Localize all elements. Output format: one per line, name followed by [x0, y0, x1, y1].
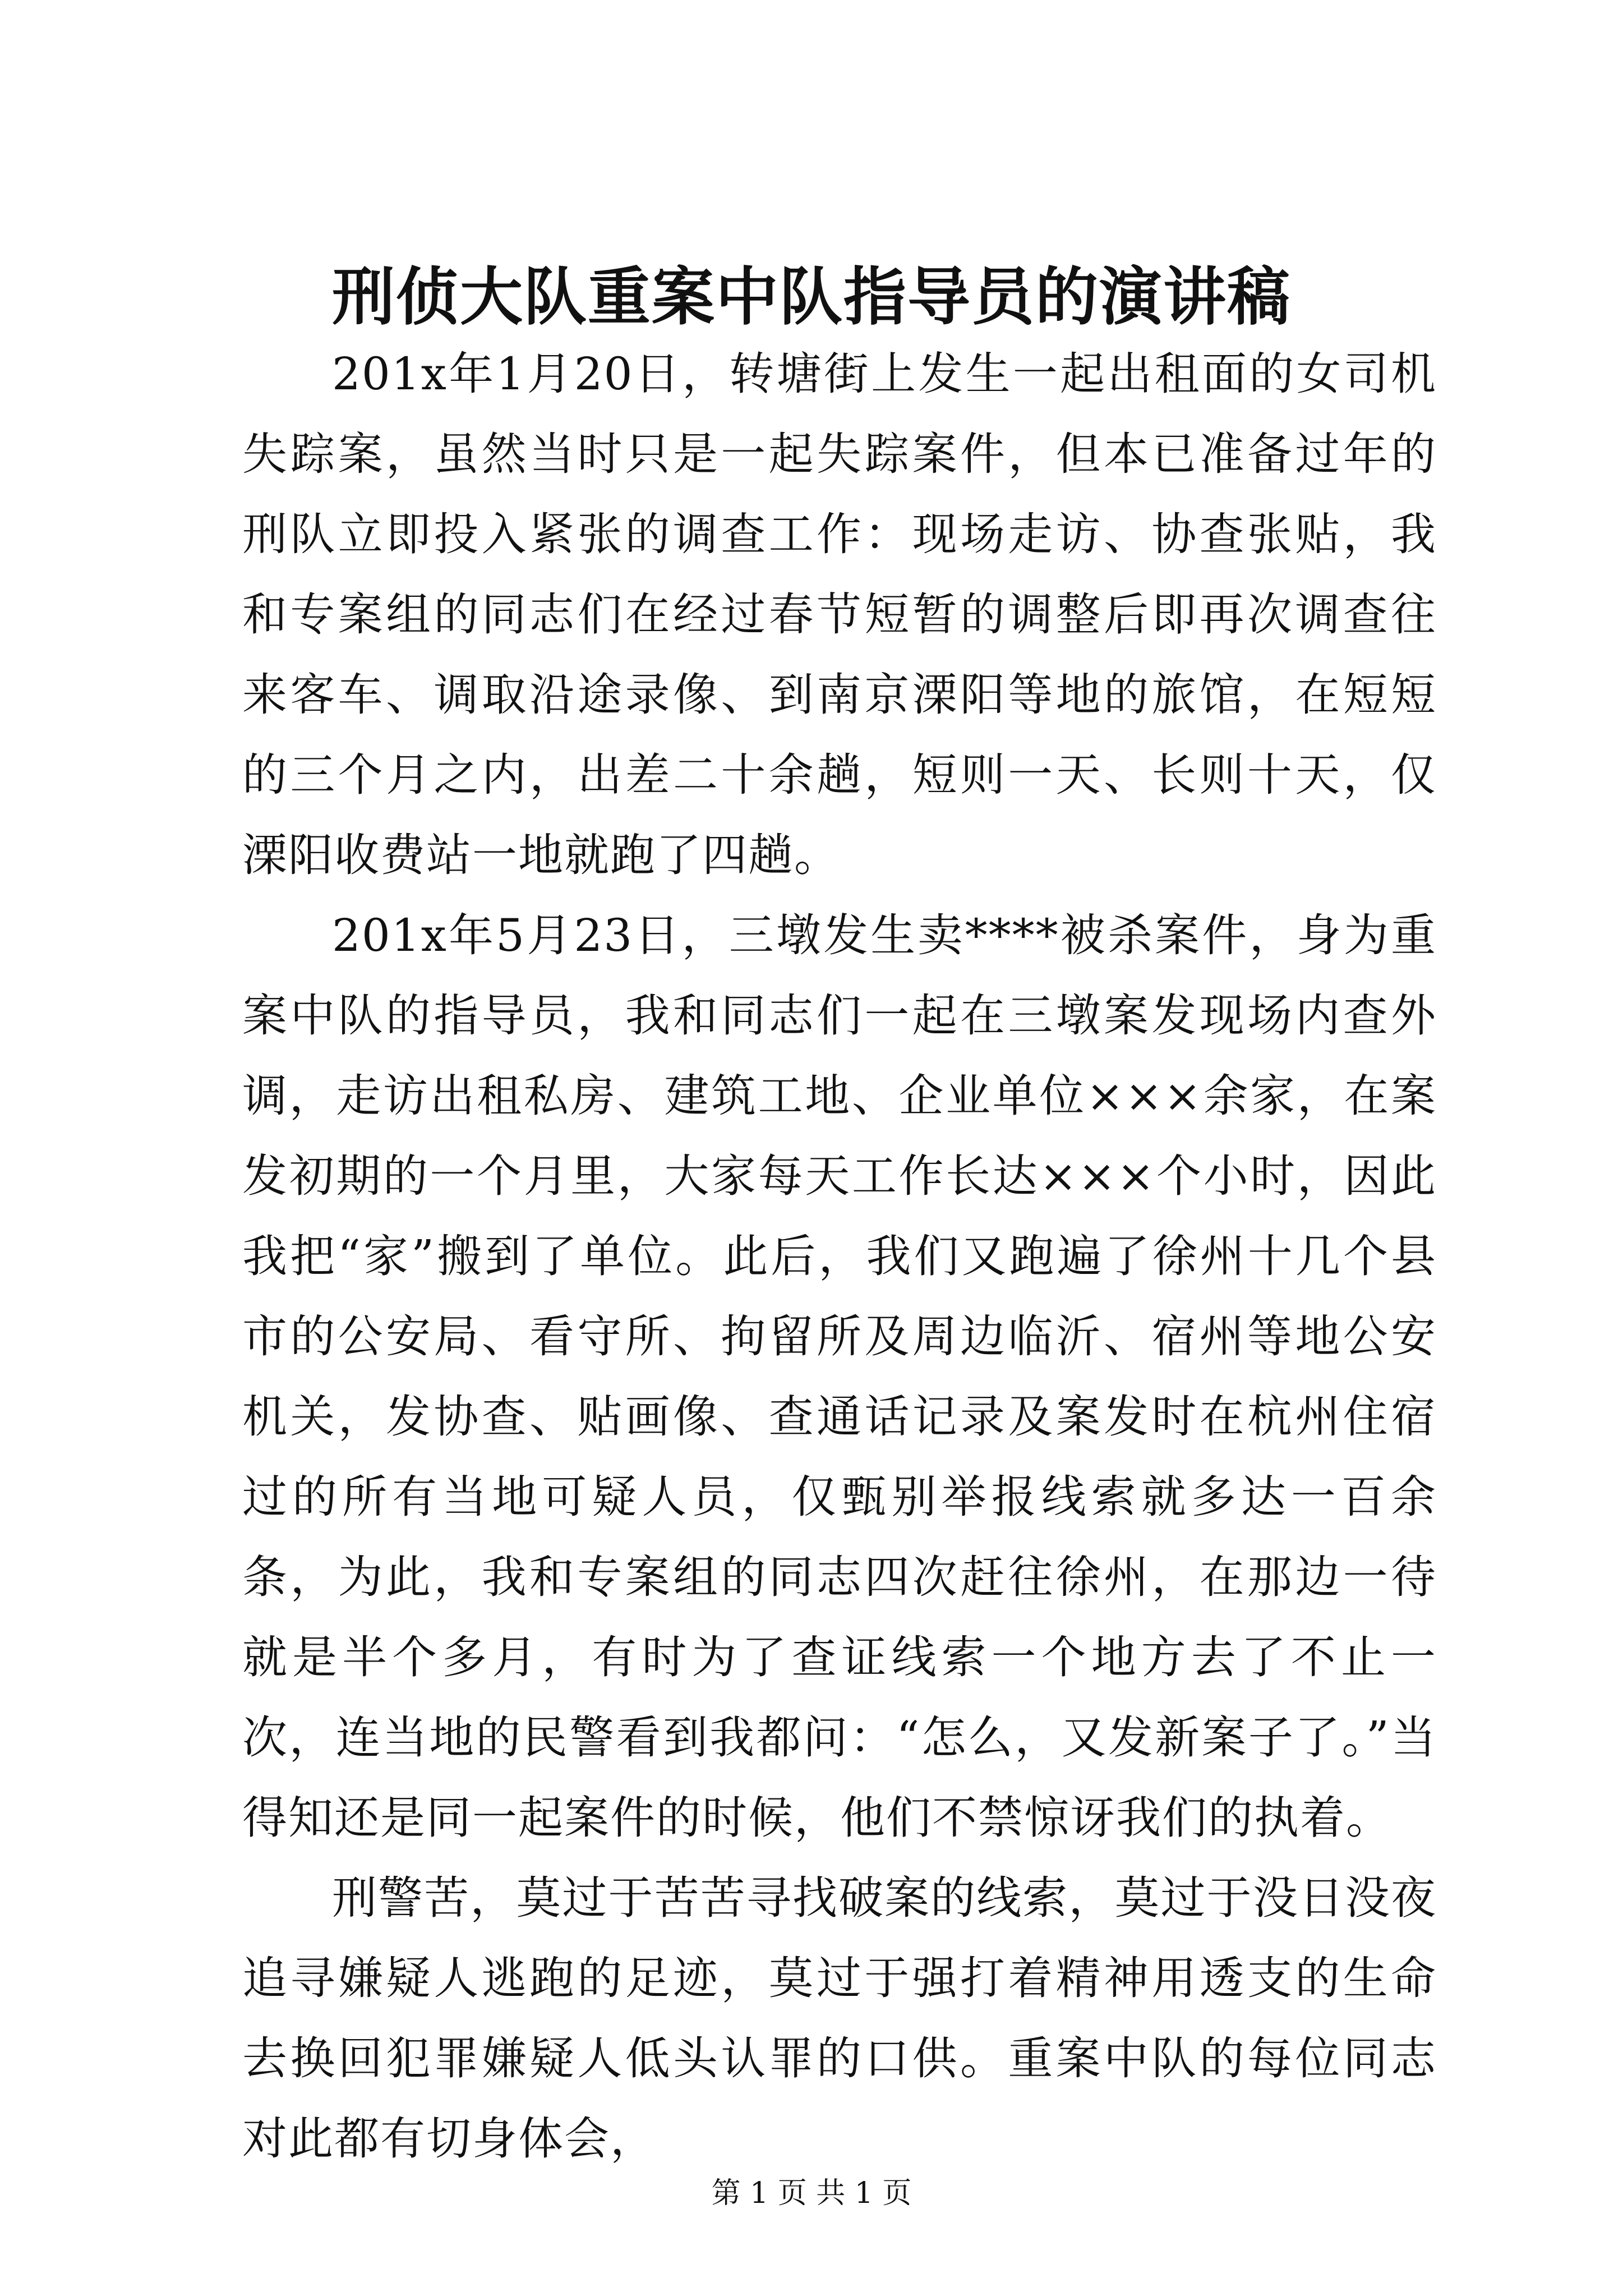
paragraph-1: 201x年1月20日，转塘街上发生一起出租面的女司机失踪案，虽然当时只是一起失踪案件，但本已准备过年的刑队立即投入紧张的调查工作：现场走访、协查张贴，我和专案组的同志们在经过春节短暂的调整后即再次调查往来客车、调取沿途录像、到南京溧阳等地的旅馆，在短短的三个月之内，出差二十余趟，短则一天、长则十天，仅溧阳收费站一地就跑了四趟。	[242, 348, 1437, 881]
document-title: 刑侦大队重案中队指导员的演讲稿	[332, 260, 1291, 334]
page-footer: 第 1 页 共 1 页	[711, 2177, 912, 2210]
paragraph-3: 刑警苦，莫过于苦苦寻找破案的线索，莫过于没日没夜追寻嫌疑人逃跑的足迹，莫过于强打着精神用透支的生命去换回犯罪嫌疑人低头认罪的口供。重案中队的每位同志对此都有切身体会，	[242, 1872, 1437, 2165]
document-body	[242, 334, 1437, 2179]
paragraph-2: 201x年5月23日，三墩发生卖****被杀案件，身为重案中队的指导员，我和同志们一起在三墩案发现场内查外调，走访出租私房、建筑工地、企业单位×××余家，在案发初期的一个月里，大家每天工作长达×××个小时，因此我把“家”搬到了单位。此后，我们又跑遍了徐州十几个县市的公安局、看守所、拘留所及周边临沂、宿州等地公安机关，发协查、贴画像、查通话记录及案发时在杭州住宿过的所有当地可疑人员，仅甄别举报线索就多达一百余条，为此，我和专案组的同志四次赶往徐州，在那边一待就是半个多月，有时为了查证线索一个地方去了不止一次，连当地的民警看到我都问：“怎么，又发新案子了。”当得知还是同一起案件的时候，他们不禁惊讶我们的执着。	[242, 909, 1437, 1844]
